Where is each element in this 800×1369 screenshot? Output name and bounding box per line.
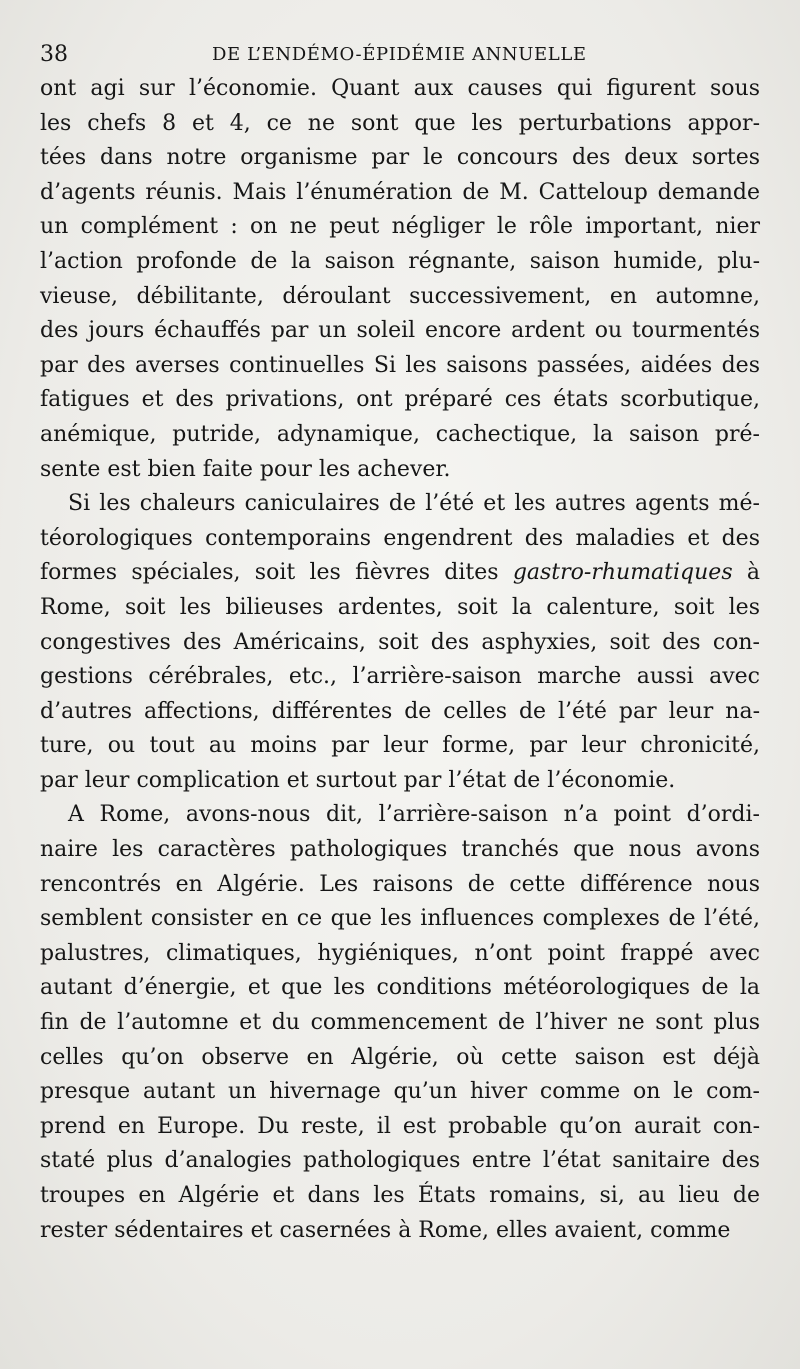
text-line: prend en Europe. Du reste, il est probable qu’on aurait con- [40,1113,760,1139]
text-line: palustres, climatiques, hygiéniques, n’ont point frappé avec [40,940,760,966]
italic-term: gastro-rhumatiques [512,560,733,586]
text-line: rencontrés en Algérie. Les raisons de cette différence nous [40,871,760,897]
text-line: gestions cérébrales, etc., l’arrière-saison marche aussi avec [40,664,760,690]
text-line: sente est bien faite pour les achever. [40,456,451,482]
text-line: fin de l’automne et du commencement de l’hiver ne sont plus [40,1010,760,1036]
text-line: ture, ou tout au moins par leur forme, par leur chronicité, [40,733,760,759]
text-line: vieuse, débilitante, déroulant successivement, en automne, [40,283,760,309]
text-line: semblent consister en ce que les influences complexes de l’été, [40,906,760,932]
text-segment: à [746,560,760,586]
text-line: les chefs 8 et 4, ce ne sont que les perturbations appor- [40,110,760,136]
text-line: A Rome, avons-nous dit, l’arrière-saison n’a point d’ordi- [68,802,760,828]
text-line: d’agents réunis. Mais l’énumération de M. Catteloup demande [40,179,760,205]
text-line: l’action profonde de la saison régnante, saison humide, plu- [40,248,760,274]
text-line: par leur complication et surtout par l’état de l’économie. [40,767,676,793]
text-line: téorologiques contemporains engendrent des maladies et des [40,525,760,551]
body-text [40,72,760,1248]
text-line: celles qu’on observe en Algérie, où cette saison est déjà [40,1044,760,1070]
text-line: des jours échauffés par un soleil encore ardent ou tourmentés [40,318,760,344]
running-head [40,38,760,72]
text-line: un complément : on ne peut négliger le rôle important, nier [40,214,760,240]
text-line: fatigues et des privations, ont préparé ces états scorbutique, [40,387,760,413]
text-line: tées dans notre organisme par le concours des deux sortes [40,145,760,171]
text-line: rester sédentaires et casernées à Rome, elles avaient, comme [40,1217,731,1243]
text-segment: formes spéciales, soit les fièvres dites [40,560,499,586]
text-line: ont agi sur l’économie. Quant aux causes qui figurent sous [40,76,760,101]
running-title: DE L’ENDÉMO-ÉPIDÉMIE ANNUELLE [212,44,587,65]
text-line: Rome, soit les bilieuses ardentes, soit la calenture, soit les [40,594,760,620]
text-line: presque autant un hivernage qu’un hiver comme on le com- [40,1079,760,1105]
text-line: naire les caractères pathologiques tranchés que nous avons [40,837,760,863]
text-line-with-italic [40,556,760,591]
text-line: anémique, putride, adynamique, cachectique, la saison pré- [40,421,760,447]
text-line: troupes en Algérie et dans les États romains, si, au lieu de [40,1183,760,1208]
text-line: d’autres affections, différentes de celles de l’été par leur na- [40,698,760,724]
text-line: staté plus d’analogies pathologiques entre l’état sanitaire des [40,1148,760,1174]
page-number: 38 [40,42,68,67]
text-line: Si les chaleurs caniculaires de l’été et les autres agents mé- [68,491,760,517]
text-line: congestives des Américains, soit des asphyxies, soit des con- [40,629,760,655]
text-line: par des averses continuelles Si les saisons passées, aidées des [40,352,760,378]
text-line: autant d’énergie, et que les conditions météorologiques de la [40,975,760,1001]
